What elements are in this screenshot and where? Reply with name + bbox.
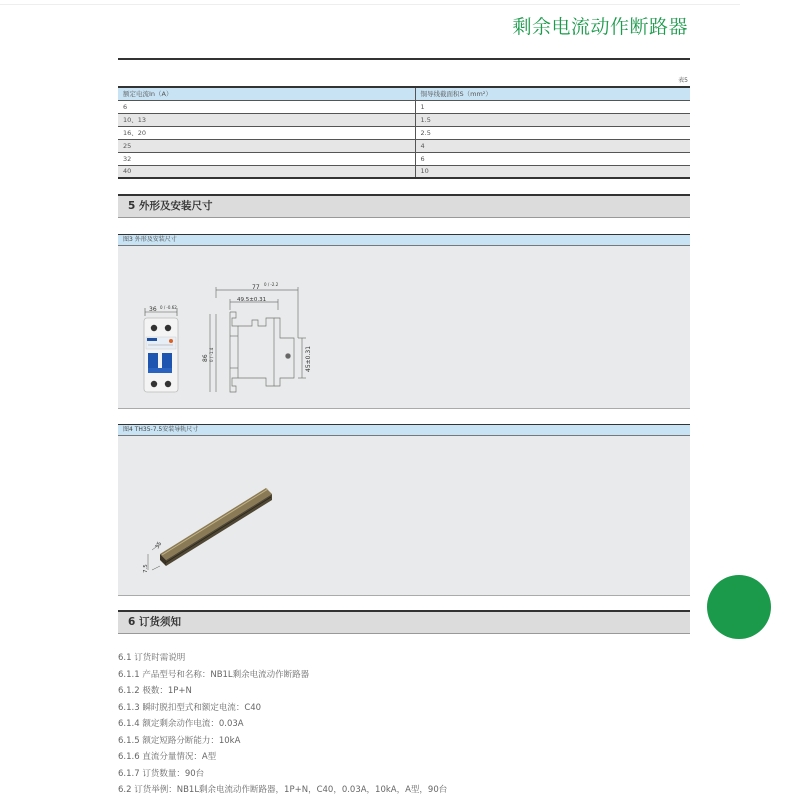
ordering-line: 6.1.3 瞬时脱扣型式和额定电流：C40 xyxy=(118,702,262,713)
table-number: 表5 xyxy=(678,77,688,84)
ordering-line: 6.1.2 极数：1P+N xyxy=(118,686,192,696)
breaker-drawing xyxy=(118,246,690,408)
dim-86: 86 xyxy=(202,354,209,362)
dim-36: 36 xyxy=(149,306,157,313)
cell-current: 16、20 xyxy=(118,126,415,139)
cell-section: 1.5 xyxy=(415,113,690,126)
dim-35: 35 xyxy=(154,540,164,550)
chapter-tab-marker xyxy=(707,575,771,639)
cell-current: 32 xyxy=(118,152,415,165)
cell-section: 4 xyxy=(415,139,690,152)
ordering-notes xyxy=(118,650,447,799)
table-row xyxy=(118,165,690,178)
table-header-row xyxy=(118,87,690,100)
cell-section: 1 xyxy=(415,100,690,113)
cell-current: 10、13 xyxy=(118,113,415,126)
dim-36-tol: 0 / -0.62 xyxy=(160,305,177,310)
ordering-line: 6.1.6 直流分量情况：A型 xyxy=(118,752,217,762)
ordering-line: 6.1.7 订货数量：90台 xyxy=(118,768,205,779)
ordering-line: 6.1.1 产品型号和名称：NB1L剩余电流动作断路器 xyxy=(118,669,310,680)
table-row xyxy=(118,139,690,152)
cell-section: 6 xyxy=(415,152,690,165)
page-title: 剩余电流动作断路器 xyxy=(512,16,688,38)
ordering-line: 6.1.5 额定短路分断能力：10kA xyxy=(118,735,241,746)
ordering-line: 6.1 订货时需说明 xyxy=(118,653,186,663)
table-row xyxy=(118,113,690,126)
cell-current: 6 xyxy=(118,100,415,113)
column-header-section: 铜导线截面积S（mm²） xyxy=(415,87,690,100)
figure-3-caption: 图3 外形及安装尺寸 xyxy=(118,234,690,246)
ordering-line: 6.2 订货举例：NB1L剩余电流动作断路器，1P+N，C40，0.03A，10kA，A型，90台 xyxy=(118,785,448,795)
din-rail-drawing xyxy=(118,436,690,595)
dim-7-5: 7.5 xyxy=(143,564,149,573)
table-row xyxy=(118,126,690,139)
column-header-current: 额定电流In（A） xyxy=(118,87,415,100)
figure-4-panel xyxy=(118,424,690,596)
section-heading-dimensions: 5 外形及安装尺寸 xyxy=(118,194,690,218)
dim-77: 77 xyxy=(252,284,260,291)
cell-current: 25 xyxy=(118,139,415,152)
title-rule xyxy=(118,58,690,60)
figure-4-caption: 图4 TH35-7.5安装导轨尺寸 xyxy=(118,424,690,436)
wire-size-table xyxy=(118,86,690,179)
top-divider xyxy=(0,4,740,5)
cell-current: 40 xyxy=(118,165,415,178)
cell-section: 10 xyxy=(415,165,690,178)
table-row xyxy=(118,100,690,113)
dim-49-5: 49.5±0.31 xyxy=(237,297,267,303)
cell-section: 2.5 xyxy=(415,126,690,139)
ordering-line: 6.1.4 额定剩余动作电流：0.03A xyxy=(118,719,244,729)
section-heading-ordering: 6 订货须知 xyxy=(118,610,690,634)
dim-45: 45±0.31 xyxy=(305,345,312,372)
dim-86-tol: 0 / -1.4 xyxy=(209,347,214,362)
dim-77-tol: 0 / -2.2 xyxy=(264,282,279,287)
figure-3-panel xyxy=(118,234,690,409)
breaker-photo xyxy=(144,305,178,392)
table-row xyxy=(118,152,690,165)
din-rail-image xyxy=(160,488,272,566)
